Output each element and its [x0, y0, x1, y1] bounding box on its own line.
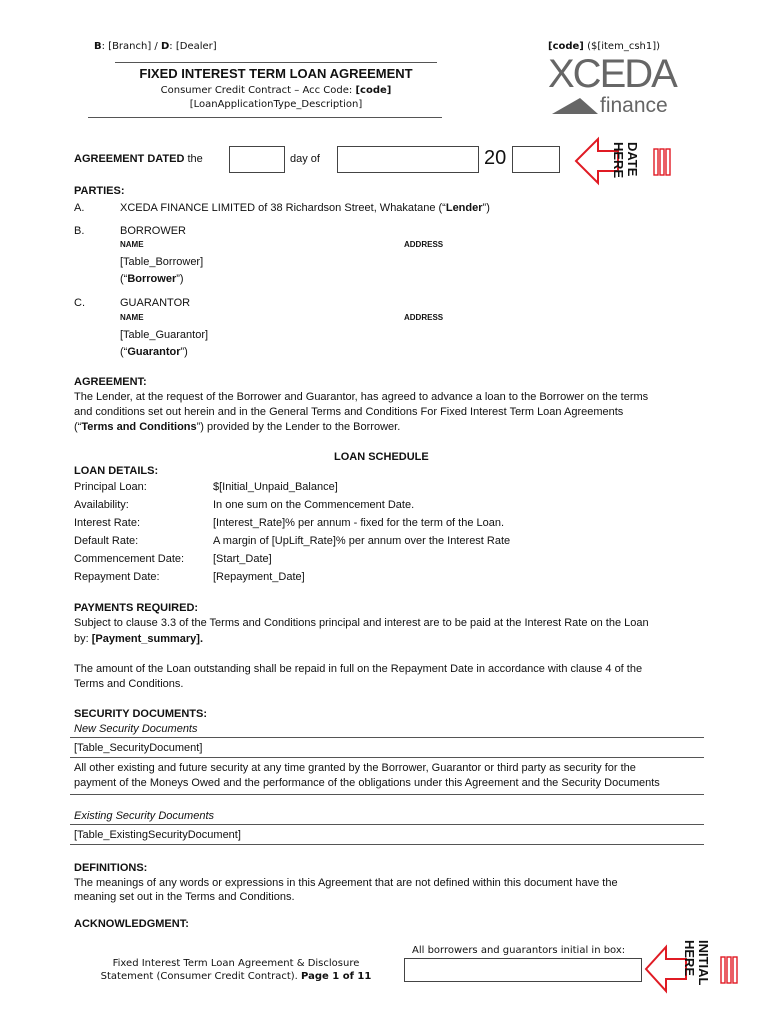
- account-code-line: [548, 41, 660, 52]
- branch-key: B: [94, 41, 102, 52]
- party-a-post: ”): [482, 202, 490, 214]
- sign-marker-icon: [653, 148, 671, 176]
- borrower-quote-pre: (“: [120, 273, 128, 285]
- loan-details-heading: LOAN DETAILS:: [74, 465, 159, 477]
- year-prefix: 20: [484, 147, 507, 169]
- existing-security-label: Existing Security Documents: [74, 810, 214, 822]
- loan-detail-row: [74, 552, 634, 570]
- agreement-line3-post: ”) provided by the Lender to the Borrower.: [196, 421, 401, 433]
- title-rule-top: [115, 62, 437, 63]
- page-number: Page 1 of 11: [301, 971, 372, 982]
- xceda-logo: [548, 52, 678, 122]
- guarantor-table: [Table_Guarantor]: [120, 329, 209, 341]
- repayment-line-1: The amount of the Loan outstanding shall be repaid in full on the Repayment Date in accordance with clause 4 of the: [74, 663, 643, 675]
- borrower-table: [Table_Borrower]: [120, 256, 204, 268]
- loan-detail-value: A margin of [UpLift_Rate]% per annum over the Interest Rate: [213, 535, 511, 547]
- party-a-letter: A.: [74, 202, 85, 214]
- loan-detail-label: Principal Loan:: [74, 481, 147, 493]
- payments-line-2: [74, 632, 203, 646]
- logo-swoosh-icon: [550, 96, 600, 116]
- party-a-text: [120, 201, 490, 215]
- security-heading: SECURITY DOCUMENTS:: [74, 708, 208, 720]
- loan-type-description: [LoanApplicationType_Description]: [189, 99, 363, 110]
- initial-input[interactable]: [404, 958, 642, 982]
- guarantor-quote-pre: (“: [120, 346, 128, 358]
- branch-value: : [Branch] /: [101, 41, 161, 52]
- initial-marker-icon: [720, 956, 738, 984]
- guarantor-quote-bold: Guarantor: [127, 346, 181, 358]
- subtitle-code: [code]: [355, 85, 392, 96]
- document-subtitle: [115, 85, 437, 96]
- guarantor-quote: [120, 345, 188, 359]
- payment-summary: [Payment_summary].: [91, 633, 204, 645]
- borrower-title: BORROWER: [120, 225, 186, 237]
- agreement-dated-label: [74, 153, 203, 165]
- loan-detail-value: In one sum on the Commencement Date.: [213, 499, 415, 511]
- payments-heading: PAYMENTS REQUIRED:: [74, 602, 199, 614]
- loan-detail-row: [74, 516, 634, 534]
- parties-heading: PARTIES:: [74, 185, 125, 197]
- initial-tag-line2: HERE: [682, 940, 697, 977]
- dealer-value: : [Dealer]: [169, 41, 217, 52]
- agreement-line-2: and conditions set out herein and in the General Terms and Conditions For Fixed Interest Term Loan Agreements: [74, 406, 624, 418]
- date-tag-line2: HERE: [611, 142, 626, 179]
- footer-line-2: [86, 970, 386, 983]
- guarantor-quote-post: ”): [180, 346, 188, 358]
- security-rule-3: [70, 794, 704, 795]
- party-a-bold: Lender: [445, 202, 483, 214]
- repayment-line-2: Terms and Conditions.: [74, 678, 184, 690]
- date-here-tag: [611, 142, 651, 182]
- dealer-key: D: [160, 41, 170, 52]
- initial-here-tag: [682, 940, 718, 1000]
- new-security-label: New Security Documents: [74, 723, 198, 735]
- agreement-line3-pre: (“: [74, 421, 82, 433]
- loan-detail-label: Repayment Date:: [74, 571, 160, 583]
- loan-detail-value: $[Initial_Unpaid_Balance]: [213, 481, 338, 493]
- guarantor-title: GUARANTOR: [120, 297, 191, 309]
- party-a-pre: XCEDA FINANCE LIMITED of 38 Richardson Street, Whakatane (“: [120, 202, 446, 214]
- header-code: [code]: [548, 41, 584, 52]
- month-input[interactable]: [337, 146, 479, 173]
- guarantor-name-header: NAME: [120, 313, 144, 322]
- footer-line-1: Fixed Interest Term Loan Agreement & Disclosure: [112, 958, 360, 969]
- borrower-address-header: ADDRESS: [404, 240, 444, 249]
- guarantor-address-header: ADDRESS: [404, 313, 444, 322]
- loan-detail-row: [74, 498, 634, 516]
- title-rule-bottom: [88, 117, 442, 118]
- party-b-letter: B.: [74, 225, 85, 237]
- loan-detail-label: Default Rate:: [74, 535, 139, 547]
- agreement-dated-the: the: [184, 153, 203, 165]
- security-rule-5: [70, 844, 704, 845]
- payments-line-1: Subject to clause 3.3 of the Terms and Conditions principal and interest are to be paid at the Interest Rate on the Loan: [74, 617, 649, 629]
- other-security-line-2: payment of the Moneys Owed and the performance of the obligations under this Agreement and the Security Documents: [74, 777, 660, 789]
- initial-tag-line1: INITIAL: [696, 940, 711, 986]
- borrower-quote-bold: Borrower: [127, 273, 177, 285]
- branch-dealer-line: [94, 41, 217, 52]
- loan-detail-row: [74, 534, 634, 552]
- security-rule-4: [70, 824, 704, 825]
- loan-detail-label: Interest Rate:: [74, 517, 141, 529]
- document-title: FIXED INTEREST TERM LOAN AGREEMENT: [139, 66, 413, 81]
- subtitle-prefix: Consumer Credit Contract – Acc Code:: [160, 85, 356, 96]
- borrower-quote: [120, 272, 184, 286]
- acknowledgment-heading: ACKNOWLEDGMENT:: [74, 918, 189, 930]
- loan-detail-value: [Repayment_Date]: [213, 571, 305, 583]
- loan-schedule-heading: LOAN SCHEDULE: [334, 451, 429, 463]
- payments-line2-pre: by:: [74, 633, 92, 645]
- loan-detail-value: [Interest_Rate]% per annum - fixed for the term of the Loan.: [213, 517, 505, 529]
- footer-text: [86, 957, 386, 983]
- date-tag-line1: DATE: [625, 142, 640, 177]
- definitions-line-1: The meanings of any words or expressions in this Agreement that are not defined within this document have the: [74, 877, 618, 889]
- agreement-dated-bold: AGREEMENT DATED: [74, 153, 185, 165]
- header-item: ($[item_csh1]): [583, 41, 661, 52]
- logo-subword: finance: [600, 94, 668, 117]
- new-security-table: [Table_SecurityDocument]: [74, 742, 203, 754]
- agreement-line3-bold: Terms and Conditions: [81, 421, 197, 433]
- footer-line2-pre: Statement (Consumer Credit Contract).: [100, 971, 302, 982]
- borrower-name-header: NAME: [120, 240, 144, 249]
- loan-detail-row: [74, 480, 634, 498]
- logo-wordmark: XCEDA: [548, 52, 676, 96]
- borrower-quote-post: ”): [176, 273, 184, 285]
- loan-detail-row: [74, 570, 634, 588]
- party-c-letter: C.: [74, 297, 85, 309]
- year-input[interactable]: [512, 146, 560, 173]
- definitions-line-2: meaning set out in the Terms and Conditions.: [74, 891, 295, 903]
- agreement-line-1: The Lender, at the request of the Borrower and Guarantor, has agreed to advance a loan to the Borrower on the terms: [74, 391, 649, 403]
- other-security-line-1: All other existing and future security at any time granted by the Borrower, Guarantor or third party as security for the: [74, 762, 636, 774]
- day-input[interactable]: [229, 146, 285, 173]
- day-of-label: day of: [290, 153, 320, 165]
- loan-detail-label: Commencement Date:: [74, 553, 185, 565]
- security-rule-1: [70, 737, 704, 738]
- loan-details-table: [74, 480, 634, 588]
- initial-box-label: All borrowers and guarantors initial in box:: [412, 945, 626, 956]
- definitions-heading: DEFINITIONS:: [74, 862, 148, 874]
- security-rule-2: [70, 757, 704, 758]
- agreement-heading: AGREEMENT:: [74, 376, 147, 388]
- loan-detail-label: Availability:: [74, 499, 129, 511]
- existing-security-table: [Table_ExistingSecurityDocument]: [74, 829, 241, 841]
- agreement-line-3: [74, 420, 400, 434]
- loan-detail-value: [Start_Date]: [213, 553, 272, 565]
